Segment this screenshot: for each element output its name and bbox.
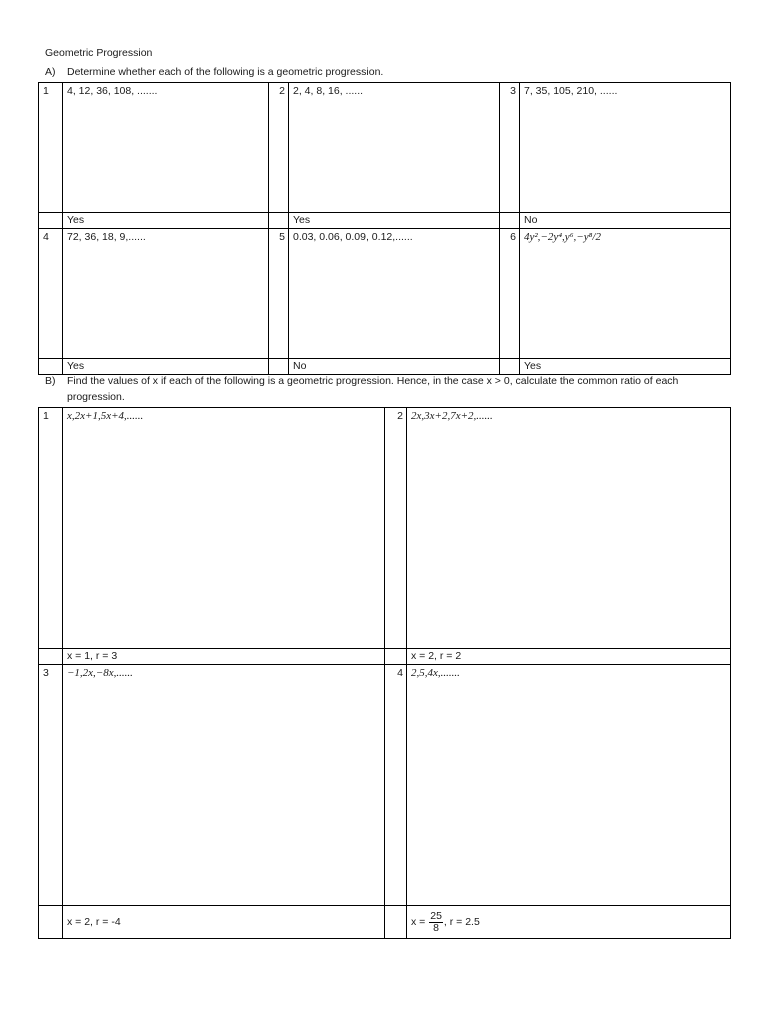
question-cell: 7, 35, 105, 210, ...... bbox=[520, 83, 731, 213]
section-a-table bbox=[38, 82, 731, 375]
question-cell: 72, 36, 18, 9,...... bbox=[63, 229, 269, 359]
item-number: 1 bbox=[39, 408, 63, 649]
answer-cell: Yes bbox=[63, 359, 269, 375]
question-cell: 0.03, 0.06, 0.09, 0.12,...... bbox=[289, 229, 500, 359]
answer-cell: x = 2, r = 2 bbox=[407, 649, 731, 665]
table-row bbox=[39, 213, 731, 229]
question-cell bbox=[407, 665, 731, 906]
table-row bbox=[39, 229, 731, 359]
section-b-label: B) bbox=[45, 375, 56, 387]
item-number: 2 bbox=[385, 408, 407, 649]
item-number: 6 bbox=[500, 229, 520, 359]
answer-x-label: x = bbox=[411, 916, 426, 928]
answer-cell: x = 2, r = -4 bbox=[63, 906, 385, 939]
item-number: 2 bbox=[269, 83, 289, 213]
question-cell: 4, 12, 36, 108, ....... bbox=[63, 83, 269, 213]
item-number: 3 bbox=[39, 665, 63, 906]
fraction bbox=[429, 911, 443, 934]
table-row bbox=[39, 906, 731, 939]
section-b-table bbox=[38, 407, 731, 939]
math-expression: −1,2x,−8x,...... bbox=[67, 667, 133, 679]
fraction-numerator: 25 bbox=[430, 909, 442, 922]
item-number: 5 bbox=[269, 229, 289, 359]
section-a-heading bbox=[45, 66, 383, 78]
section-a-instruction: Determine whether each of the following is a geometric progression. bbox=[67, 66, 384, 78]
item-number: 3 bbox=[500, 83, 520, 213]
question-cell bbox=[63, 408, 385, 649]
table-row bbox=[39, 408, 731, 649]
item-number: 1 bbox=[39, 83, 63, 213]
answer-cell: x = 1, r = 3 bbox=[63, 649, 385, 665]
math-expression: 2,5,4x,....... bbox=[411, 667, 460, 679]
answer-cell: No bbox=[520, 213, 731, 229]
answer-cell bbox=[407, 906, 731, 939]
item-number: 4 bbox=[385, 665, 407, 906]
question-cell bbox=[63, 665, 385, 906]
answer-rest: , r = 2.5 bbox=[443, 916, 480, 928]
math-expression: x,2x+1,5x+4,...... bbox=[67, 410, 144, 422]
table-row bbox=[39, 665, 731, 906]
table-row bbox=[39, 83, 731, 213]
math-expression: 2x,3x+2,7x+2,...... bbox=[411, 410, 493, 422]
page-title: Geometric Progression bbox=[45, 47, 153, 59]
section-b-heading bbox=[45, 373, 735, 405]
answer-cell: No bbox=[289, 359, 500, 375]
question-cell bbox=[407, 408, 731, 649]
table-row bbox=[39, 649, 731, 665]
section-b-instruction: Find the values of x if each of the following is a geometric progression. Hence, in the case x > 0, calculate the common ratio of each progression. bbox=[67, 375, 679, 403]
answer-cell: Yes bbox=[520, 359, 731, 375]
fraction-denominator: 8 bbox=[433, 921, 439, 934]
answer-cell: Yes bbox=[63, 213, 269, 229]
question-cell: 2, 4, 8, 16, ...... bbox=[289, 83, 500, 213]
math-expression: 4y²,−2y⁴,y⁶,−y⁸/2 bbox=[524, 231, 601, 243]
item-number: 4 bbox=[39, 229, 63, 359]
question-cell bbox=[520, 229, 731, 359]
section-a-label: A) bbox=[45, 66, 56, 78]
answer-cell: Yes bbox=[289, 213, 500, 229]
